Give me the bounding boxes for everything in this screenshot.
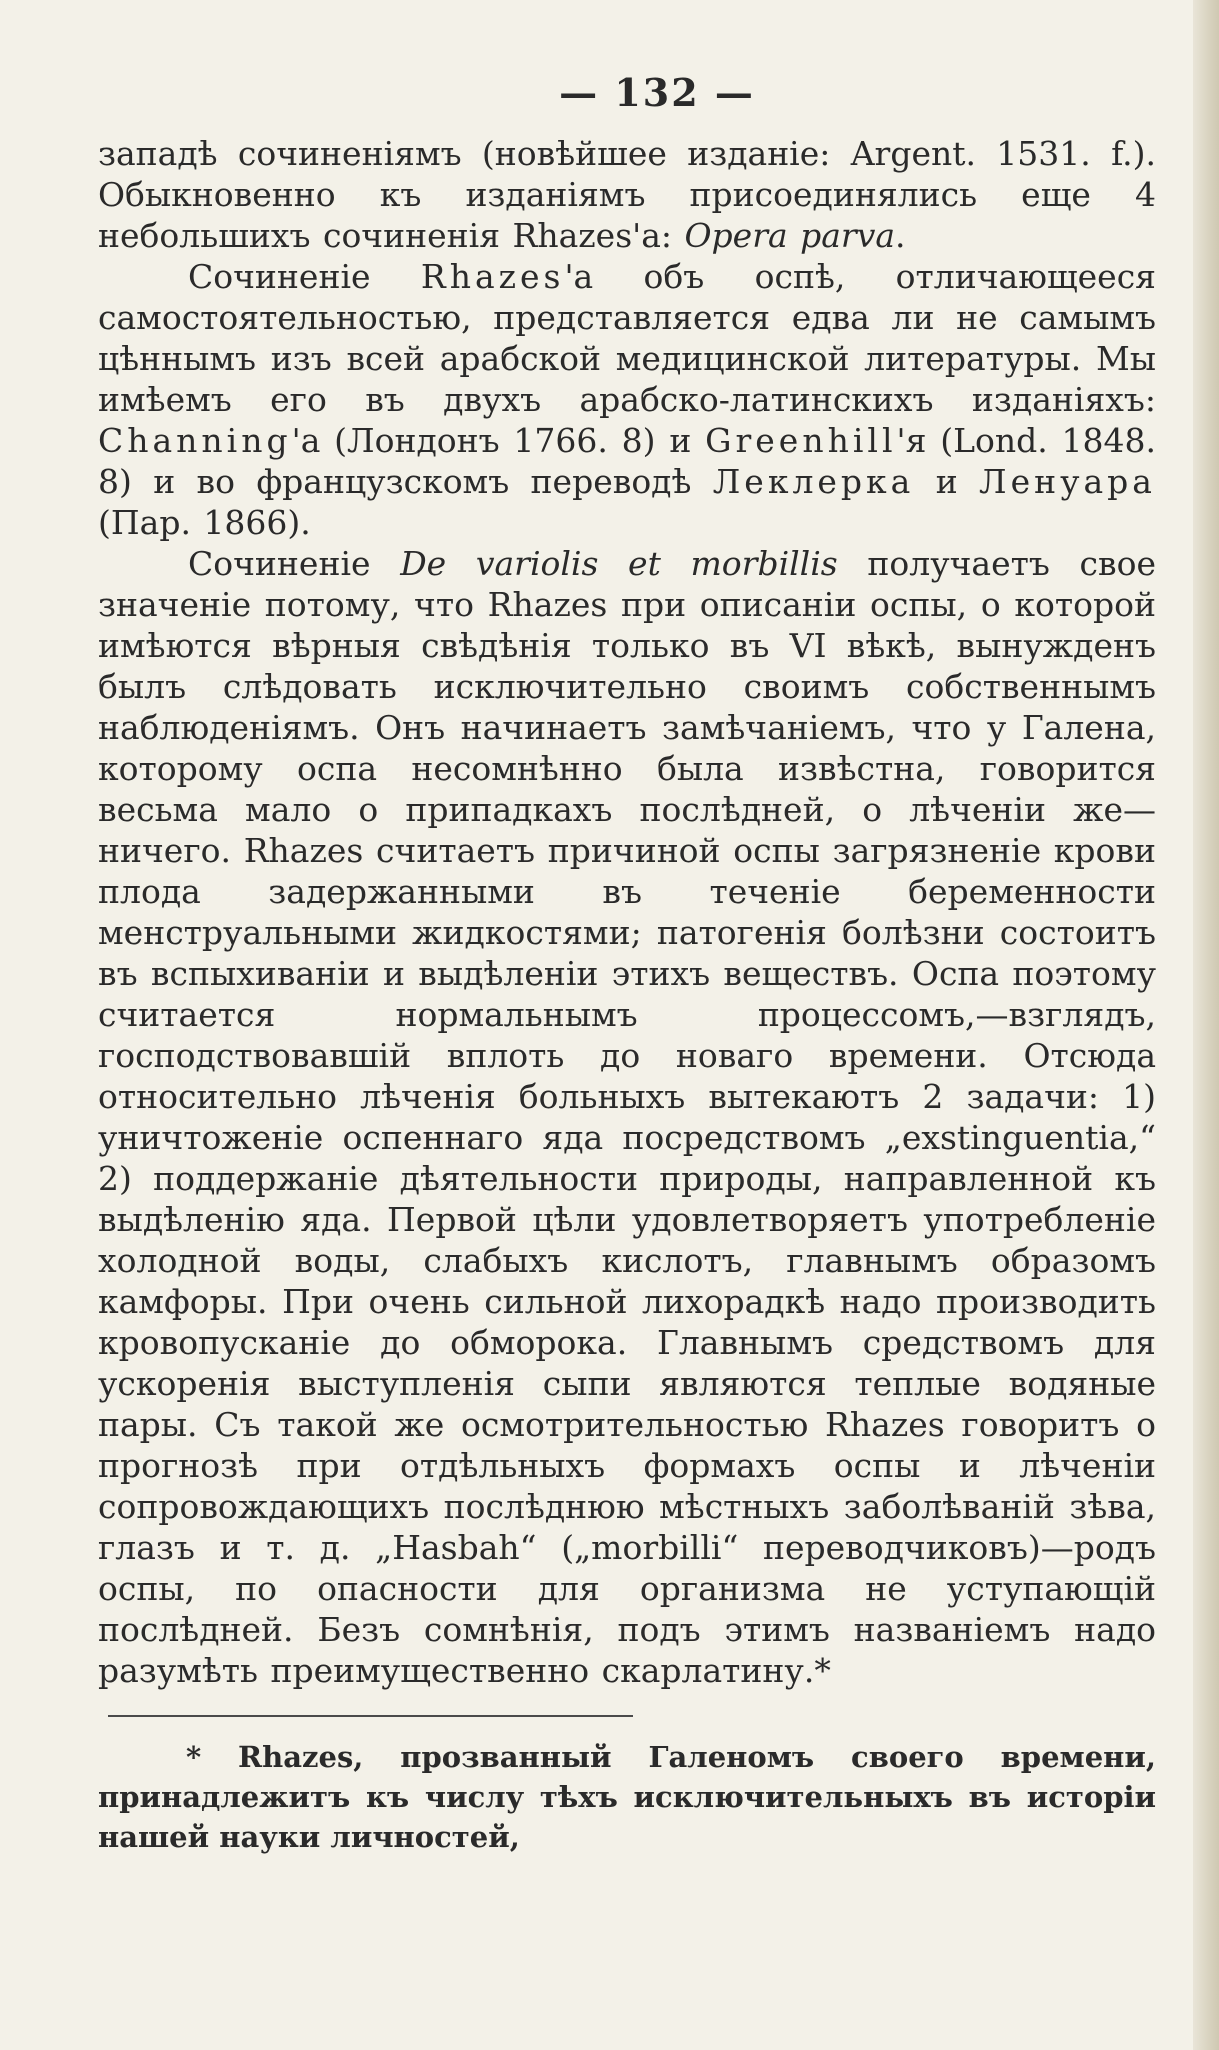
footnote-rule — [108, 1715, 633, 1717]
text-span: 'а (Лондонъ 1766. 8) и — [291, 421, 706, 460]
italic-span: Opera parva — [684, 216, 896, 255]
text-span: . — [895, 216, 906, 255]
spaced-name: Rhazes — [420, 257, 565, 296]
page-edge — [1193, 0, 1219, 2050]
spaced-name: Channing — [98, 421, 292, 460]
paragraph-1 — [98, 133, 1156, 256]
spaced-name: Greenhill — [705, 421, 897, 460]
text-span: Сочиненіе — [188, 257, 421, 296]
text-span: 'а объ оспѣ, отличающееся самостоятельностью, представляется едва ли не самымъ цѣннымъ изъ всей арабской медицинской литературы. Мы имѣемъ его въ двухъ арабско-латинскихъ изданіяхъ: — [98, 257, 1156, 419]
text-span: и — [914, 462, 980, 501]
italic-span: De variolis et morbillis — [400, 544, 838, 583]
text-span: 'я (Lond. 1848. 8) и во французскомъ переводѣ — [98, 421, 1156, 501]
text-span: западѣ сочиненіямъ (новѣйшее изданіе: Argent. 1531. f.). Обыкновенно къ изданіямъ присоединялись еще 4 небольшихъ сочиненія Rhazes'а: — [98, 134, 1156, 255]
page-number: — 132 — — [559, 70, 755, 115]
text-span: получаетъ свое значеніе потому, что Rhazes при описаніи оспы, о которой имѣются вѣрныя свѣдѣнія только въ VI вѣкѣ, вынужденъ былъ слѣдовать исключительно своимъ собственнымъ наблюденіямъ. Онъ начинаетъ замѣчаніемъ, что у Галена, которому оспа несомнѣнно была извѣстна, говорится весьма мало о припадкахъ послѣдней, о лѣченіи же—ничего. Rhazes считаетъ причиной оспы загрязненіе крови плода задержанными въ теченіе беременности менструальными жидкостями; патогенія болѣзни состоитъ въ вспыхиваніи и выдѣленіи этихъ веществъ. Оспа поэтому считается нормальнымъ процессомъ,—взглядъ, господствовавшій вплоть до новаго времени. Отсюда относительно лѣченія больныхъ вытекаютъ 2 задачи: 1) уничтоженіе оспеннаго яда посредствомъ „exstinguentia,“ 2) поддержаніе дѣятельности природы, направленной къ выдѣленію яда. Первой цѣли удовлетворяетъ употребленіе холодной воды, слабыхъ кислотъ, главнымъ образомъ камфоры. При очень сильной лихорадкѣ надо производить кровопусканіе до обморока. Главнымъ средствомъ для ускоренія выступленія сыпи являются теплые водяные пары. Съ такой же осмотрительностью Rhazes говоритъ о прогнозѣ при отдѣльныхъ формахъ оспы и лѣченіи сопровождающихъ послѣднюю мѣстныхъ заболѣваній зѣва, глазъ и т. д. „Hasbah“ („morbilli“ переводчиковъ)—родъ оспы, по опасности для организма не уступающій послѣдней. Безъ сомнѣнія, подъ этимъ названіемъ надо разумѣть преимущественно скарлатину.* — [98, 544, 1157, 1690]
paragraph-2 — [98, 256, 1156, 543]
footnote: * Rhazes, прозванный Галеномъ своего времени, принадлежитъ къ числу тѣхъ исключительныхъ въ исторіи нашей науки личностей, — [98, 1740, 1156, 1854]
spaced-name: Ленуара — [979, 462, 1156, 501]
text-span: (Пар. 1866). — [98, 503, 311, 542]
spaced-name: Леклерка — [712, 462, 915, 501]
paragraph-3 — [98, 543, 1156, 1691]
book-page — [98, 70, 1156, 1857]
text-span: Сочиненіе — [188, 544, 401, 583]
